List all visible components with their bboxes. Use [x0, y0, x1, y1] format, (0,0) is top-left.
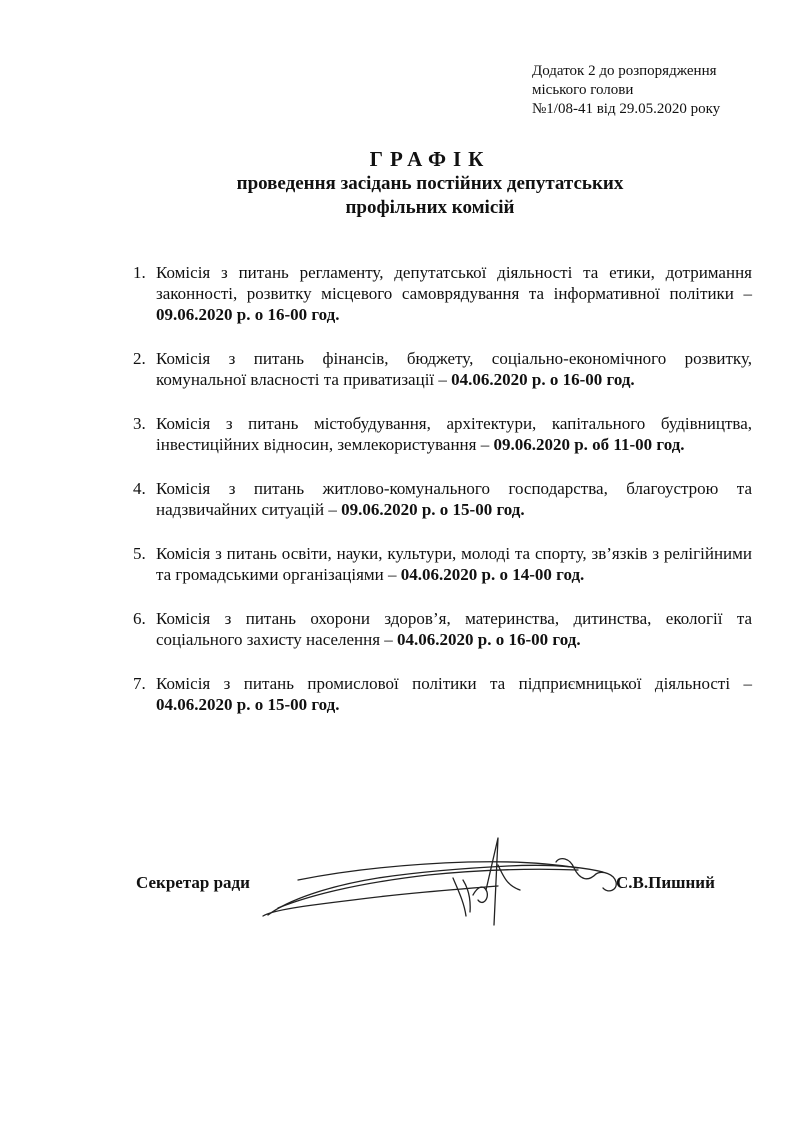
item-text: Комісія з питань регламенту, депутатської діяльності та етики, дотримання законності, розвитку місцевого самоврядування та інформативної політики – — [156, 263, 752, 303]
item-text: Комісія з питань промислової політики та підприємницької діяльності – — [156, 674, 752, 693]
item-number: 3. — [133, 414, 146, 433]
subtitle-line-1: проведення засідань постійних депутатських — [236, 173, 624, 194]
item-date: 09.06.2020 р. об 11-00 год. — [493, 435, 685, 454]
list-item — [130, 543, 752, 585]
item-date: 09.06.2020 р. о 15-00 год. — [341, 500, 525, 519]
item-text: Комісія з питань фінансів, бюджету, соціально-економічного розвитку, комунальної власності та приватизації – — [156, 349, 752, 389]
signature-name: С.В.Пишний — [616, 873, 715, 892]
list-item — [130, 608, 752, 650]
item-text: Комісія з питань освіти, науки, культури, молоді та спорту, зв’язків з релігійними та громадськими організаціями – — [156, 544, 752, 584]
handwritten-signature — [258, 820, 658, 930]
appendix-note — [532, 62, 720, 119]
item-number: 1. — [133, 263, 146, 282]
item-number: 7. — [133, 674, 146, 693]
item-number: 4. — [133, 479, 146, 498]
list-item — [130, 262, 752, 325]
item-number: 2. — [133, 349, 146, 368]
list-item — [130, 413, 752, 455]
signature-position: Секретар ради — [136, 873, 250, 892]
item-date: 04.06.2020 р. о 16-00 год. — [397, 630, 581, 649]
item-date: 04.06.2020 р. о 15-00 год. — [156, 695, 340, 714]
appendix-line-3: №1/08-41 від 29.05.2020 року — [532, 101, 721, 117]
list-item — [130, 478, 752, 520]
document-title — [0, 146, 800, 220]
list-item — [130, 673, 752, 715]
item-number: 6. — [133, 609, 146, 628]
item-text: Комісія з питань охорони здоров’я, материнства, дитинства, екології та соціального захисту населення – — [156, 609, 752, 649]
item-text: Комісія з питань житлово-комунального господарства, благоустрою та надзвичайних ситуацій – — [156, 479, 752, 519]
appendix-line-2: міського голови — [532, 82, 634, 98]
appendix-line-1: Додаток 2 до розпорядження — [532, 63, 717, 79]
item-number: 5. — [133, 544, 146, 563]
item-text: Комісія з питань містобудування, архітектури, капітального будівництва, інвестиційних відносин, землекористування – — [156, 414, 752, 454]
commission-list — [130, 262, 752, 738]
item-date: 09.06.2020 р. о 16-00 год. — [156, 305, 340, 324]
item-date: 04.06.2020 р. о 16-00 год. — [451, 370, 635, 389]
subtitle-line-2: профільних комісій — [345, 197, 515, 218]
list-item — [130, 348, 752, 390]
title-main: ГРАФІК — [369, 147, 491, 171]
item-date: 04.06.2020 р. о 14-00 год. — [400, 565, 585, 584]
